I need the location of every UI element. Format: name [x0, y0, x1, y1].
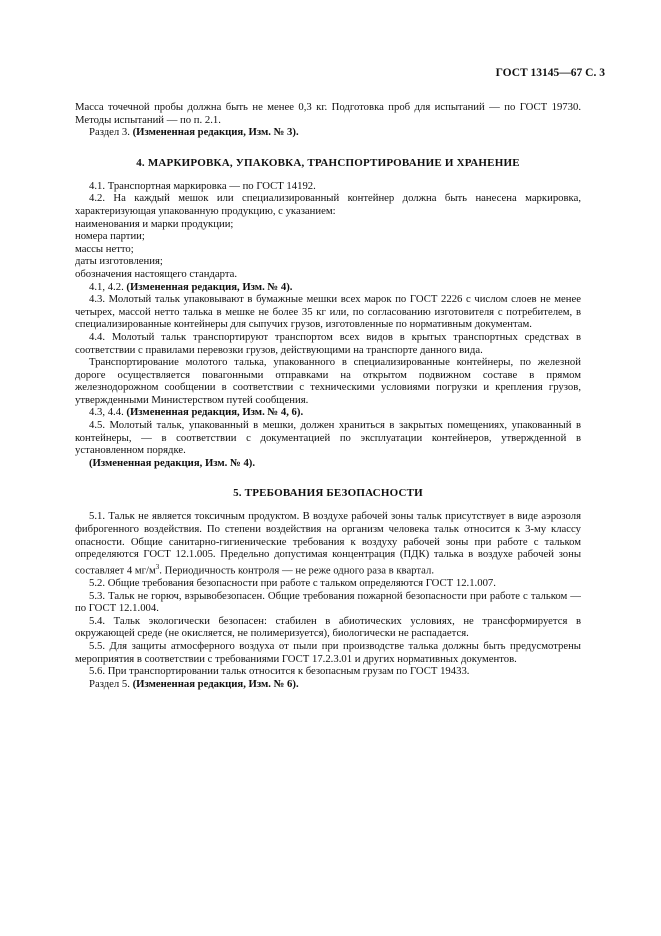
list-item: обозначения настоящего стандарта.	[75, 267, 238, 280]
clause-5-1-text: 5.1. Тальк не является токсичным продуктом. В воздухе рабочей зоны тальк присутствует в виде аэрозоля фиброгенного воздействия. По степени воздействия на организм человека тальк относится к 3-му классу опасности. Общие санитарно-гигиенические требования к воздуху рабочей зоны при работе с тальком определяются ГОСТ 12.1.005. Предельно допустимая концентрация (ПДК) талька в воздухе рабочей зоны составляет 4 мг/м	[75, 510, 581, 577]
note-bold: (Измененная редакция, Изм. № 4, 6).	[126, 406, 304, 419]
clause-4-2: 4.2. На каждый мешок или специализированный контейнер должна быть нанесена маркировка, характеризующая упакованную продукцию, с указанием:	[75, 192, 581, 217]
clause-5-3: 5.3. Тальк не горюч, взрывобезопасен. Общие требования пожарной безопасности при работе с тальком — по ГОСТ 12.1.004.	[75, 589, 581, 615]
clause-4-4-cont: Транспортирование молотого талька, упакованного в специализированные контейнеры, по железной дороге осуществляется повагонными отправками на открытом подвижном составе в прямом железнодорожном сообщении в соответствии с техническими условиями погрузки и крепления грузов, утвержденными Министерством путей сообщения.	[75, 356, 581, 406]
note-prefix: Раздел 5.	[89, 677, 130, 690]
note-bold: (Измененная редакция, Изм. № 4).	[89, 456, 256, 469]
note-prefix: 4.3, 4.4.	[89, 406, 124, 419]
clause-5-4: 5.4. Тальк экологически безопасен: стабилен в абиотических условиях, не трансформируется в окружающей среде (не окисляется, не полимеризуется), биологически не распадается.	[75, 614, 581, 640]
note-bold: (Измененная редакция, Изм. № 4).	[126, 280, 293, 293]
list-item: массы нетто;	[75, 242, 134, 255]
superscript: 3	[155, 562, 160, 571]
list-item: номера партии;	[75, 230, 145, 243]
clause-4-3: 4.3. Молотый тальк упаковывают в бумажные мешки всех марок по ГОСТ 2226 с числом слоев не менее четырех, массой нетто талька в мешке не более 35 кг или, по согласованию изготовителя с потребителем, в специализированные контейнеры для сыпучих грузов, изготовленные по нормативным документам.	[75, 293, 581, 331]
document-body	[75, 101, 581, 690]
clause-5-1	[75, 510, 581, 577]
clause-4-1: 4.1. Транспортная маркировка — по ГОСТ 14192.	[89, 179, 316, 192]
marking-list	[75, 218, 581, 281]
note-prefix: 4.1, 4.2.	[89, 280, 124, 293]
section5-title: 5. ТРЕБОВАНИЯ БЕЗОПАСНОСТИ	[233, 487, 423, 500]
list-item: даты изготовления;	[75, 255, 163, 268]
section3-note	[75, 126, 581, 139]
intro-paragraph: Масса точечной пробы должна быть не менее 0,3 кг. Подготовка проб для испытаний — по ГОСТ 19730. Методы испытаний — по п. 2.1.	[75, 101, 581, 126]
revision-note-4-1-4-2	[75, 281, 581, 294]
clause-5-1-text-end: . Периодичность контроля — не реже одного раза в квартал.	[159, 564, 435, 577]
note-bold: (Измененная редакция, Изм. № 3).	[132, 126, 299, 139]
section4-title: 4. МАРКИРОВКА, УПАКОВКА, ТРАНСПОРТИРОВАНИЕ И ХРАНЕНИЕ	[136, 156, 520, 169]
clause-5-2: 5.2. Общие требования безопасности при работе с тальком определяются ГОСТ 12.1.007.	[89, 576, 496, 589]
note-bold: (Измененная редакция, Изм. № 6).	[132, 677, 299, 690]
revision-note-4-3-4-4	[75, 406, 581, 419]
page-header: ГОСТ 13145—67 С. 3	[495, 67, 605, 79]
list-item: наименования и марки продукции;	[75, 217, 234, 230]
note-prefix: Раздел 3.	[89, 126, 130, 139]
clause-5-5: 5.5. Для защиты атмосферного воздуха от пыли при производстве талька должны быть предусмотрены мероприятия в соответствии с требованиями ГОСТ 17.2.3.01 и других нормативных документов.	[75, 639, 581, 665]
clause-4-5: 4.5. Молотый тальк, упакованный в мешки, должен храниться в закрытых помещениях, упакованный в контейнеры, — в соответствии с документацией по эксплуатации контейнеров, утвержденной в установленном порядке.	[75, 419, 581, 457]
clause-4-4: 4.4. Молотый тальк транспортируют транспортом всех видов в крытых транспортных средствах в соответствии с правилами перевозки грузов, действующими на транспорте данного вида.	[75, 330, 581, 356]
revision-note-4-5	[75, 457, 581, 470]
clause-5-6: 5.6. При транспортировании тальк относится к безопасным грузам по ГОСТ 19433.	[89, 665, 470, 678]
section5-note	[75, 678, 581, 691]
